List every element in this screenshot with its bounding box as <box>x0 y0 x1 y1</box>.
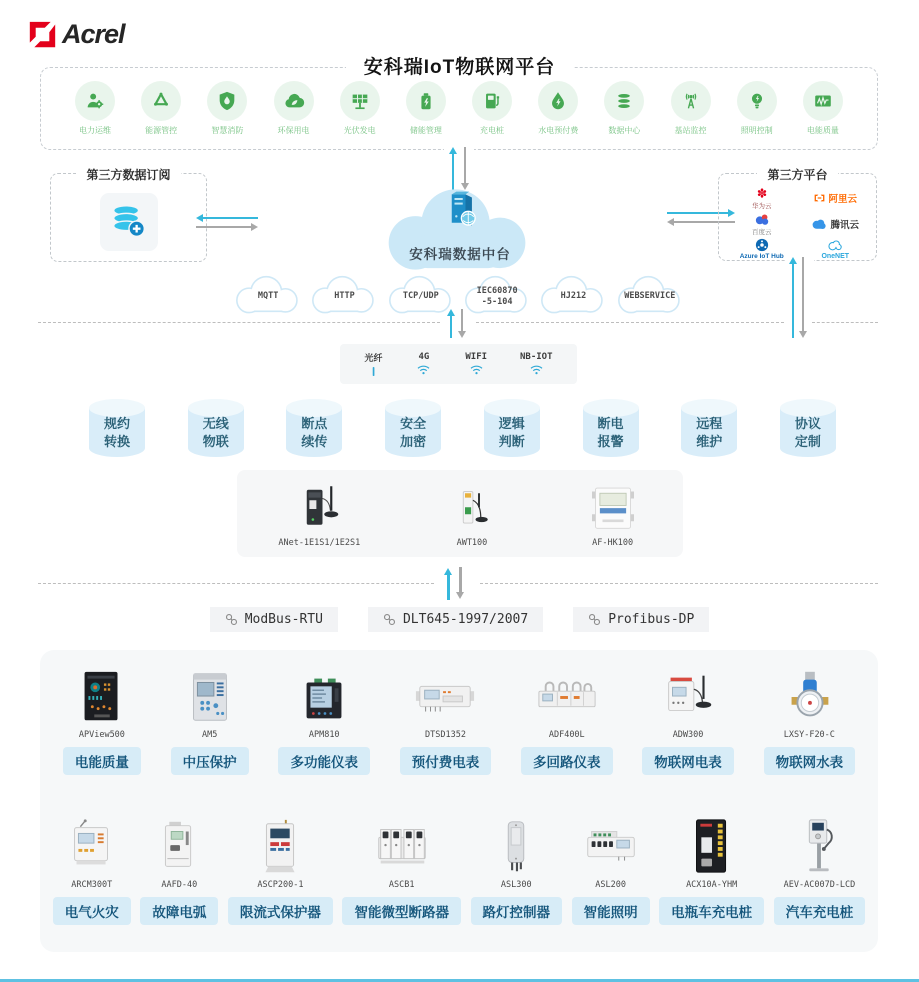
am5-device <box>177 666 243 728</box>
product-item <box>53 816 131 925</box>
prepaid-water-icon <box>547 90 569 112</box>
subscription-panel <box>50 168 207 262</box>
aafd40-device <box>146 816 212 878</box>
divider <box>480 583 878 584</box>
wifi-icon <box>528 363 545 376</box>
gateway-item <box>584 481 642 548</box>
product-category-badge: 限流式保护器 <box>228 897 333 925</box>
application-item <box>725 81 789 136</box>
capability-cylinder <box>677 398 741 458</box>
product-item <box>659 816 764 925</box>
application-label: 储能管理 <box>409 126 442 135</box>
product-item <box>278 666 370 775</box>
lxsy-device <box>776 666 842 728</box>
product-category-badge: 中压保护 <box>171 747 249 775</box>
page-title-wrap <box>40 52 879 79</box>
capability-label: 无线 物联 <box>202 416 229 449</box>
product-model: DTSD1352 <box>425 730 466 740</box>
products-panel <box>40 650 878 952</box>
page-title: 安科瑞IoT物联网平台 <box>346 52 574 79</box>
application-icon-circle <box>141 81 181 121</box>
protocol-cloud-label: MQTT <box>257 291 279 302</box>
product-category-badge: 物联网电表 <box>642 747 734 775</box>
application-label: 电力运维 <box>79 126 111 135</box>
ascp200-device <box>247 816 313 878</box>
application-item <box>262 81 326 136</box>
protocol-cloud-label: HTTP <box>334 291 355 302</box>
product-category-badge: 汽车充电桩 <box>774 897 866 925</box>
protocol-cloud-label: WEBSERVICE <box>624 291 676 302</box>
product-model: ADW300 <box>672 730 704 740</box>
database-tile <box>100 193 158 251</box>
solar-icon <box>349 90 371 112</box>
capability-label: 远程 维护 <box>696 416 723 449</box>
product-item <box>400 666 492 775</box>
application-item <box>592 81 656 136</box>
product-model: ASCB1 <box>388 880 415 890</box>
gateway-model: AWT100 <box>456 538 488 548</box>
capability-label: 断电 报警 <box>597 416 624 449</box>
application-label: 光伏发电 <box>343 126 376 135</box>
product-model: AM5 <box>201 730 218 740</box>
product-model: AAFD-40 <box>161 880 198 890</box>
divider <box>476 322 784 323</box>
fiber-icon <box>365 365 382 378</box>
baidu-cloud-logo <box>754 212 770 226</box>
apm810-device <box>291 666 357 728</box>
application-label: 数据中心 <box>608 126 641 135</box>
power-quality-icon <box>812 90 834 112</box>
acx10a-device <box>679 816 745 878</box>
platform-item <box>799 212 873 236</box>
asl300-device <box>483 816 549 878</box>
divider <box>38 583 434 584</box>
connectivity-item <box>520 352 553 376</box>
application-item <box>195 81 259 136</box>
third-party-panel-title: 第三方平台 <box>757 168 837 182</box>
product-category-badge: 故障电弧 <box>140 897 218 925</box>
divider <box>38 322 440 323</box>
capability-label: 逻辑 判断 <box>498 416 525 449</box>
down-arrow-icon <box>461 309 463 331</box>
capability-cylinder <box>776 398 840 458</box>
platform-label: 华为云 <box>752 203 772 210</box>
apview500-device <box>69 666 135 728</box>
application-icon-circle <box>207 81 247 121</box>
platform-item <box>725 186 799 210</box>
application-icon-circle <box>340 81 380 121</box>
applications-row <box>63 81 855 136</box>
application-item <box>394 81 458 136</box>
application-icon-circle <box>671 81 711 121</box>
application-item <box>460 81 524 136</box>
platform-label: Azure IoT Hub <box>739 253 784 260</box>
storage-icon <box>415 90 437 112</box>
ascb1-device <box>369 816 435 878</box>
product-category-badge: 智能照明 <box>572 897 650 925</box>
gateway-item <box>278 481 360 548</box>
up-arrow-icon <box>450 316 452 338</box>
divider <box>812 322 878 323</box>
capability-cylinder <box>184 398 248 458</box>
product-model: ASL300 <box>500 880 532 890</box>
product-category-badge: 智能微型断路器 <box>342 897 461 925</box>
connectivity-item <box>415 352 432 376</box>
afhk100-device <box>584 481 642 537</box>
gateway-panel <box>237 470 683 557</box>
capability-cylinder <box>579 398 643 458</box>
applications-panel <box>40 67 878 150</box>
application-icon-circle <box>737 81 777 121</box>
application-item <box>791 81 855 136</box>
protocol-cloud <box>230 271 306 317</box>
platform-grid <box>725 186 872 260</box>
product-category-badge: 路灯控制器 <box>471 897 563 925</box>
protocol-cloud <box>535 271 611 317</box>
field-protocol-chip <box>210 607 338 632</box>
third-party-panel-title-wrap <box>719 166 876 184</box>
application-label: 水电预付费 <box>538 126 579 135</box>
product-item <box>342 816 461 925</box>
aliyun-logo <box>813 192 826 204</box>
left-arrow-icon <box>203 217 258 219</box>
field-protocol-label: ModBus-RTU <box>244 612 323 627</box>
cloud-protocols-row <box>230 271 688 317</box>
product-category-badge: 电气火灾 <box>53 897 131 925</box>
product-item <box>764 666 856 775</box>
asl200-device <box>578 816 644 878</box>
gateway-model: ANet-1E1S1/1E2S1 <box>278 538 361 548</box>
gateway-item <box>443 481 501 548</box>
product-category-badge: 多回路仪表 <box>521 747 613 775</box>
down-arrow-icon <box>459 567 462 592</box>
application-icon-circle <box>75 81 115 121</box>
product-item <box>774 816 866 925</box>
capability-cylinder <box>282 398 346 458</box>
gateway-model: AF-HK100 <box>592 538 634 548</box>
field-protocol-chip <box>573 607 709 632</box>
products-row-1 <box>48 666 870 775</box>
arcm300t-device <box>59 816 125 878</box>
connectivity-label: 光纤 <box>364 353 383 364</box>
down-arrow-icon <box>802 257 804 331</box>
application-item <box>659 81 723 136</box>
product-model: ADF400L <box>548 730 585 740</box>
protocol-cloud-label: IEC60870 -5-104 <box>476 286 518 307</box>
energy-control-icon <box>150 90 172 112</box>
product-item <box>171 666 249 775</box>
huawei-cloud-logo <box>754 186 770 200</box>
product-item <box>572 816 650 925</box>
application-icon-circle <box>472 81 512 121</box>
link-icon <box>225 613 238 626</box>
application-label: 环保用电 <box>277 126 310 135</box>
capabilities-row <box>85 398 840 458</box>
product-item <box>228 816 333 925</box>
application-item <box>129 81 193 136</box>
awt100-device <box>443 481 501 537</box>
protocol-cloud <box>459 271 535 317</box>
field-protocol-label: DLT645-1997/2007 <box>402 612 529 627</box>
product-category-badge: 电瓶车充电桩 <box>659 897 764 925</box>
wifi-icon <box>415 363 432 376</box>
application-icon-circle <box>406 81 446 121</box>
link-icon <box>383 613 396 626</box>
protocol-cloud <box>612 271 688 317</box>
capability-cylinder <box>381 398 445 458</box>
application-icon-circle <box>538 81 578 121</box>
field-protocol-label: Profibus-DP <box>608 612 695 627</box>
up-arrow-icon <box>792 264 794 338</box>
database-plus-icon <box>106 200 152 244</box>
data-center-label: 安科瑞数据中台 <box>409 247 511 262</box>
connectivity-item <box>364 351 382 378</box>
link-icon <box>588 613 601 626</box>
product-category-badge: 预付费电表 <box>400 747 492 775</box>
product-model: APView500 <box>78 730 125 740</box>
adw300-device <box>655 666 721 728</box>
platform-label: 百度云 <box>752 229 772 236</box>
onenet-logo <box>827 238 843 252</box>
capability-label: 安全 加密 <box>400 416 427 449</box>
application-icon-circle <box>803 81 843 121</box>
acrel-logo <box>28 19 125 50</box>
acrel-logo-icon <box>28 20 57 49</box>
product-item <box>521 666 613 775</box>
application-icon-circle <box>274 81 314 121</box>
acrel-logo-text: Acrel <box>62 19 125 49</box>
fire-safety-icon <box>216 90 238 112</box>
capability-cylinder <box>85 398 149 458</box>
connectivity-item <box>465 352 487 376</box>
charging-pile-icon <box>481 90 503 112</box>
anet-gateway-device <box>290 481 348 537</box>
dtsd1352-device <box>412 666 478 728</box>
application-label: 充电桩 <box>480 126 505 135</box>
platform-label: 阿里云 <box>828 194 857 205</box>
tencent-cloud-logo <box>811 217 827 231</box>
product-category-badge: 物联网水表 <box>764 747 856 775</box>
product-category-badge: 电能质量 <box>63 747 141 775</box>
connectivity-panel <box>340 344 577 384</box>
server-icon <box>438 187 482 231</box>
capability-label: 断点 续传 <box>301 416 328 449</box>
basestation-icon <box>680 90 702 112</box>
product-model: ARCM300T <box>71 880 113 890</box>
platform-label: OneNET <box>821 253 850 260</box>
product-model: LXSY-F20-C <box>783 730 835 740</box>
azure-iot-hub-logo <box>754 238 770 252</box>
connectivity-label: WIFI <box>465 352 488 362</box>
power-ops-icon <box>84 90 106 112</box>
right-arrow-icon <box>196 226 251 228</box>
application-item <box>63 81 127 136</box>
application-label: 智慧消防 <box>211 126 244 135</box>
product-model: ASL200 <box>595 880 626 890</box>
capability-cylinder <box>480 398 544 458</box>
data-center-cloud <box>368 176 552 280</box>
application-label: 基站监控 <box>674 126 707 135</box>
connectivity-label: 4G <box>418 352 430 362</box>
product-item <box>140 816 218 925</box>
field-protocols-row <box>0 607 919 632</box>
application-label: 电能质量 <box>806 126 839 135</box>
protocol-cloud-label: TCP/UDP <box>402 291 439 302</box>
third-party-panel <box>718 168 877 261</box>
product-category-badge: 多功能仪表 <box>278 747 370 775</box>
application-label: 能源管控 <box>145 126 178 135</box>
subscription-panel-title-wrap <box>51 166 206 184</box>
connectivity-label: NB-IOT <box>519 352 553 362</box>
capability-label: 规约 转换 <box>103 416 130 449</box>
up-arrow-icon <box>447 575 450 600</box>
datacenter-icon <box>613 90 635 112</box>
product-item <box>471 816 563 925</box>
protocol-cloud-label: HJ212 <box>560 291 587 302</box>
adf400l-device <box>534 666 600 728</box>
platform-label: 腾讯云 <box>830 220 859 231</box>
product-model: APM810 <box>308 730 340 740</box>
subscription-panel-title: 第三方数据订阅 <box>76 168 180 182</box>
lighting-icon <box>746 90 768 112</box>
capability-label: 协议 定制 <box>794 416 821 449</box>
product-model: AEV-AC007D-LCD <box>783 880 856 890</box>
application-label: 照明控制 <box>740 126 773 135</box>
application-item <box>526 81 590 136</box>
product-model: ACX10A-YHM <box>686 880 738 890</box>
product-model: ASCP200-1 <box>257 880 304 890</box>
products-row-2 <box>48 816 870 925</box>
eco-power-icon <box>283 90 305 112</box>
application-item <box>328 81 392 136</box>
aev-device <box>786 816 852 878</box>
product-item <box>642 666 734 775</box>
product-item <box>63 666 141 775</box>
protocol-cloud <box>306 271 382 317</box>
platform-item <box>725 212 799 236</box>
application-icon-circle <box>604 81 644 121</box>
wifi-icon <box>468 363 485 376</box>
field-protocol-chip <box>368 607 543 632</box>
platform-item <box>799 186 873 210</box>
